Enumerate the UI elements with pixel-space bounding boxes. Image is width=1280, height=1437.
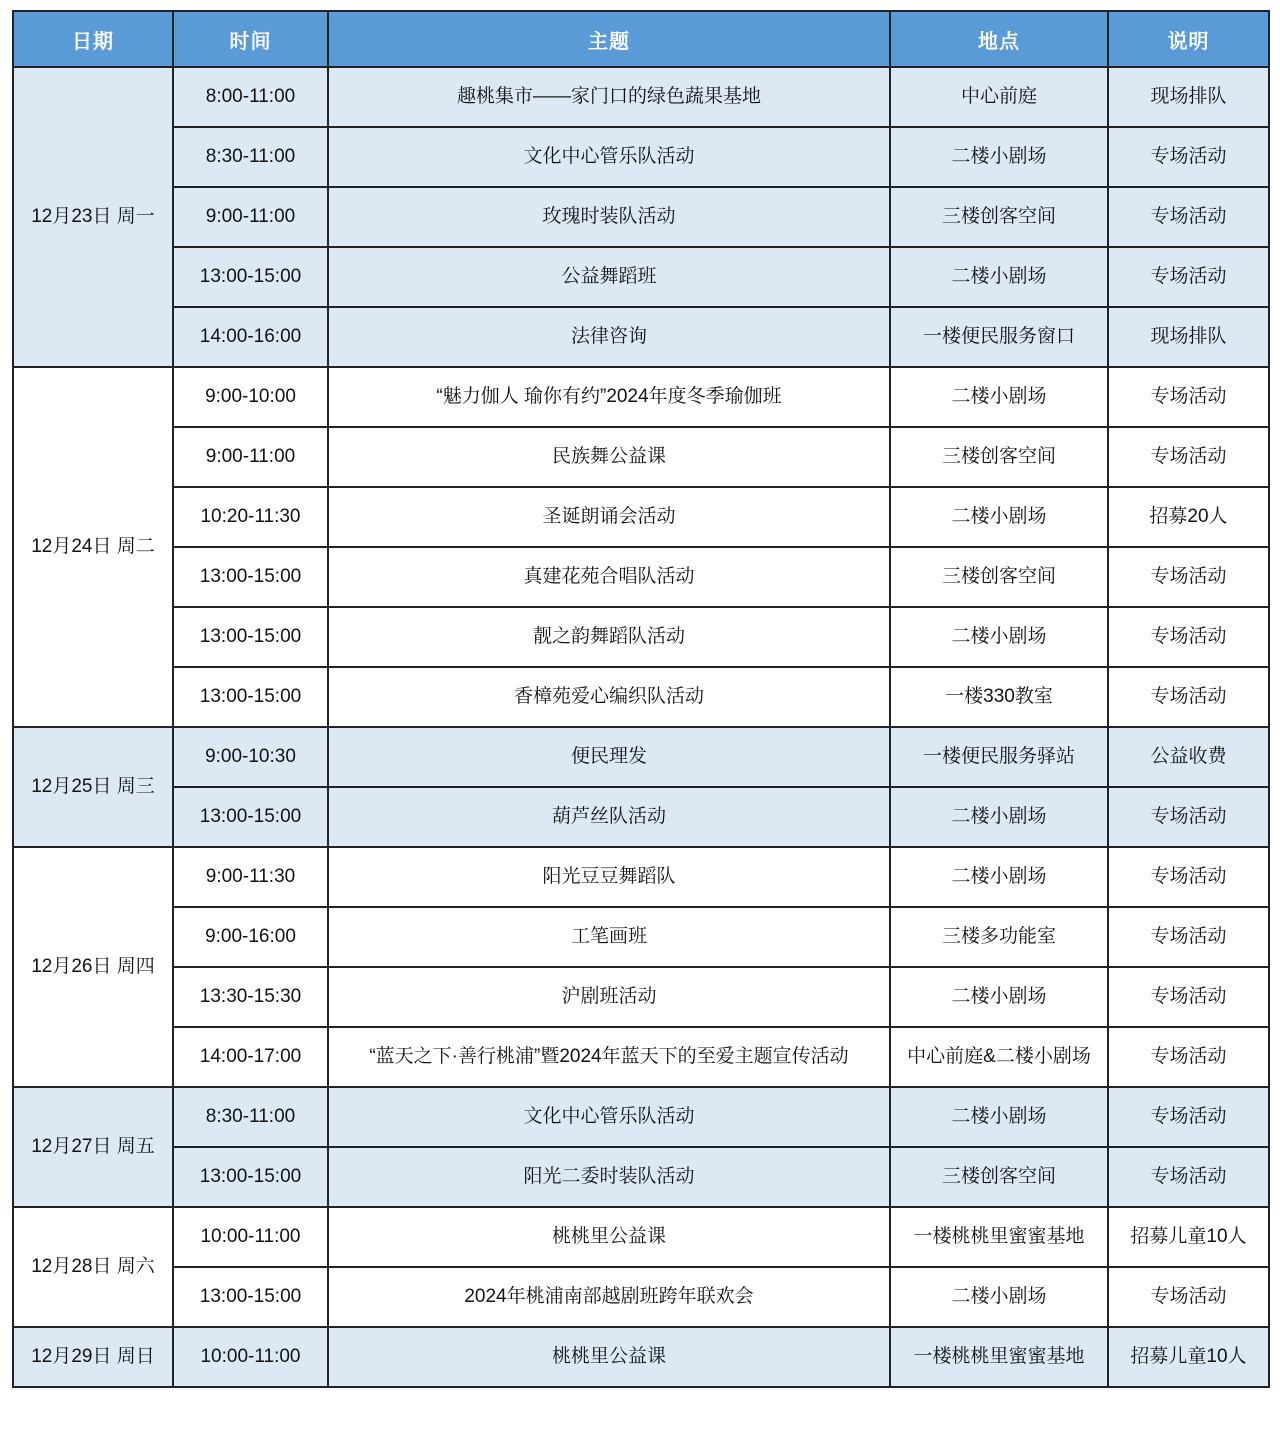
header-cell-location: 地点 — [890, 11, 1108, 67]
location-cell: 二楼小剧场 — [890, 607, 1108, 667]
schedule-row — [13, 1027, 1269, 1087]
note-cell: 专场活动 — [1108, 787, 1269, 847]
schedule-body — [13, 67, 1269, 1387]
header-cell-time: 时间 — [173, 11, 328, 67]
location-cell: 二楼小剧场 — [890, 247, 1108, 307]
topic-cell: “蓝天之下·善行桃浦”暨2024年蓝天下的至爱主题宣传活动 — [328, 1027, 890, 1087]
header-cell-date: 日期 — [13, 11, 173, 67]
time-cell: 8:30-11:00 — [173, 1087, 328, 1147]
note-cell: 专场活动 — [1108, 607, 1269, 667]
note-cell: 招募儿童10人 — [1108, 1207, 1269, 1267]
topic-cell: 民族舞公益课 — [328, 427, 890, 487]
topic-cell: 靓之韵舞蹈队活动 — [328, 607, 890, 667]
note-cell: 招募20人 — [1108, 487, 1269, 547]
note-cell: 专场活动 — [1108, 967, 1269, 1027]
note-cell: 专场活动 — [1108, 547, 1269, 607]
topic-cell: 阳光豆豆舞蹈队 — [328, 847, 890, 907]
schedule-row — [13, 427, 1269, 487]
topic-cell: 文化中心管乐队活动 — [328, 1087, 890, 1147]
time-cell: 9:00-16:00 — [173, 907, 328, 967]
schedule-row — [13, 1147, 1269, 1207]
schedule-row — [13, 367, 1269, 427]
location-cell: 二楼小剧场 — [890, 1087, 1108, 1147]
schedule-row — [13, 187, 1269, 247]
note-cell: 专场活动 — [1108, 907, 1269, 967]
time-cell: 13:30-15:30 — [173, 967, 328, 1027]
location-cell: 一楼便民服务驿站 — [890, 727, 1108, 787]
location-cell: 一楼便民服务窗口 — [890, 307, 1108, 367]
location-cell: 二楼小剧场 — [890, 847, 1108, 907]
date-cell: 12月25日 周三 — [13, 727, 173, 847]
location-cell: 二楼小剧场 — [890, 967, 1108, 1027]
topic-cell: 法律咨询 — [328, 307, 890, 367]
note-cell: 专场活动 — [1108, 1027, 1269, 1087]
topic-cell: 公益舞蹈班 — [328, 247, 890, 307]
note-cell: 专场活动 — [1108, 367, 1269, 427]
header-cell-note: 说明 — [1108, 11, 1269, 67]
topic-cell: “魅力伽人 瑜你有约”2024年度冬季瑜伽班 — [328, 367, 890, 427]
time-cell: 10:00-11:00 — [173, 1327, 328, 1387]
location-cell: 三楼创客空间 — [890, 1147, 1108, 1207]
topic-cell: 趣桃集市——家门口的绿色蔬果基地 — [328, 67, 890, 127]
time-cell: 13:00-15:00 — [173, 547, 328, 607]
date-cell: 12月24日 周二 — [13, 367, 173, 727]
note-cell: 专场活动 — [1108, 127, 1269, 187]
date-cell: 12月28日 周六 — [13, 1207, 173, 1327]
note-cell: 专场活动 — [1108, 847, 1269, 907]
location-cell: 中心前庭&二楼小剧场 — [890, 1027, 1108, 1087]
note-cell: 专场活动 — [1108, 247, 1269, 307]
location-cell: 三楼创客空间 — [890, 427, 1108, 487]
note-cell: 现场排队 — [1108, 307, 1269, 367]
topic-cell: 桃桃里公益课 — [328, 1327, 890, 1387]
note-cell: 专场活动 — [1108, 667, 1269, 727]
schedule-row — [13, 127, 1269, 187]
time-cell: 13:00-15:00 — [173, 1147, 328, 1207]
location-cell: 二楼小剧场 — [890, 1267, 1108, 1327]
time-cell: 14:00-16:00 — [173, 307, 328, 367]
schedule-row — [13, 307, 1269, 367]
location-cell: 三楼创客空间 — [890, 187, 1108, 247]
date-cell: 12月23日 周一 — [13, 67, 173, 367]
location-cell: 三楼多功能室 — [890, 907, 1108, 967]
note-cell: 专场活动 — [1108, 1087, 1269, 1147]
location-cell: 二楼小剧场 — [890, 367, 1108, 427]
schedule-row — [13, 67, 1269, 127]
schedule-row — [13, 1087, 1269, 1147]
schedule-row — [13, 907, 1269, 967]
note-cell: 招募儿童10人 — [1108, 1327, 1269, 1387]
note-cell: 专场活动 — [1108, 187, 1269, 247]
note-cell: 专场活动 — [1108, 1147, 1269, 1207]
topic-cell: 圣诞朗诵会活动 — [328, 487, 890, 547]
note-cell: 现场排队 — [1108, 67, 1269, 127]
topic-cell: 沪剧班活动 — [328, 967, 890, 1027]
schedule-row — [13, 607, 1269, 667]
topic-cell: 阳光二委时装队活动 — [328, 1147, 890, 1207]
schedule-row — [13, 547, 1269, 607]
schedule-row — [13, 727, 1269, 787]
topic-cell: 桃桃里公益课 — [328, 1207, 890, 1267]
topic-cell: 便民理发 — [328, 727, 890, 787]
location-cell: 一楼桃桃里蜜蜜基地 — [890, 1207, 1108, 1267]
topic-cell: 工笔画班 — [328, 907, 890, 967]
topic-cell: 玫瑰时装队活动 — [328, 187, 890, 247]
schedule-row — [13, 1267, 1269, 1327]
time-cell: 13:00-15:00 — [173, 247, 328, 307]
schedule-row — [13, 667, 1269, 727]
note-cell: 专场活动 — [1108, 427, 1269, 487]
topic-cell: 香樟苑爱心编织队活动 — [328, 667, 890, 727]
time-cell: 13:00-15:00 — [173, 607, 328, 667]
topic-cell: 文化中心管乐队活动 — [328, 127, 890, 187]
time-cell: 9:00-11:00 — [173, 427, 328, 487]
header-row — [13, 11, 1269, 67]
date-cell: 12月29日 周日 — [13, 1327, 173, 1387]
time-cell: 13:00-15:00 — [173, 1267, 328, 1327]
note-cell: 公益收费 — [1108, 727, 1269, 787]
topic-cell: 真建花苑合唱队活动 — [328, 547, 890, 607]
time-cell: 9:00-10:30 — [173, 727, 328, 787]
date-cell: 12月27日 周五 — [13, 1087, 173, 1207]
schedule-row — [13, 847, 1269, 907]
time-cell: 8:00-11:00 — [173, 67, 328, 127]
time-cell: 10:20-11:30 — [173, 487, 328, 547]
time-cell: 8:30-11:00 — [173, 127, 328, 187]
schedule-row — [13, 1207, 1269, 1267]
schedule-row — [13, 967, 1269, 1027]
time-cell: 10:00-11:00 — [173, 1207, 328, 1267]
location-cell: 一楼330教室 — [890, 667, 1108, 727]
topic-cell: 2024年桃浦南部越剧班跨年联欢会 — [328, 1267, 890, 1327]
date-cell: 12月26日 周四 — [13, 847, 173, 1087]
time-cell: 9:00-11:00 — [173, 187, 328, 247]
time-cell: 9:00-11:30 — [173, 847, 328, 907]
topic-cell: 葫芦丝队活动 — [328, 787, 890, 847]
time-cell: 14:00-17:00 — [173, 1027, 328, 1087]
location-cell: 中心前庭 — [890, 67, 1108, 127]
location-cell: 三楼创客空间 — [890, 547, 1108, 607]
schedule-row — [13, 247, 1269, 307]
schedule-table — [12, 10, 1270, 1388]
schedule-row — [13, 1327, 1269, 1387]
time-cell: 9:00-10:00 — [173, 367, 328, 427]
location-cell: 二楼小剧场 — [890, 127, 1108, 187]
header-cell-topic: 主题 — [328, 11, 890, 67]
schedule-row — [13, 487, 1269, 547]
time-cell: 13:00-15:00 — [173, 787, 328, 847]
schedule-row — [13, 787, 1269, 847]
note-cell: 专场活动 — [1108, 1267, 1269, 1327]
location-cell: 一楼桃桃里蜜蜜基地 — [890, 1327, 1108, 1387]
time-cell: 13:00-15:00 — [173, 667, 328, 727]
location-cell: 二楼小剧场 — [890, 487, 1108, 547]
location-cell: 二楼小剧场 — [890, 787, 1108, 847]
